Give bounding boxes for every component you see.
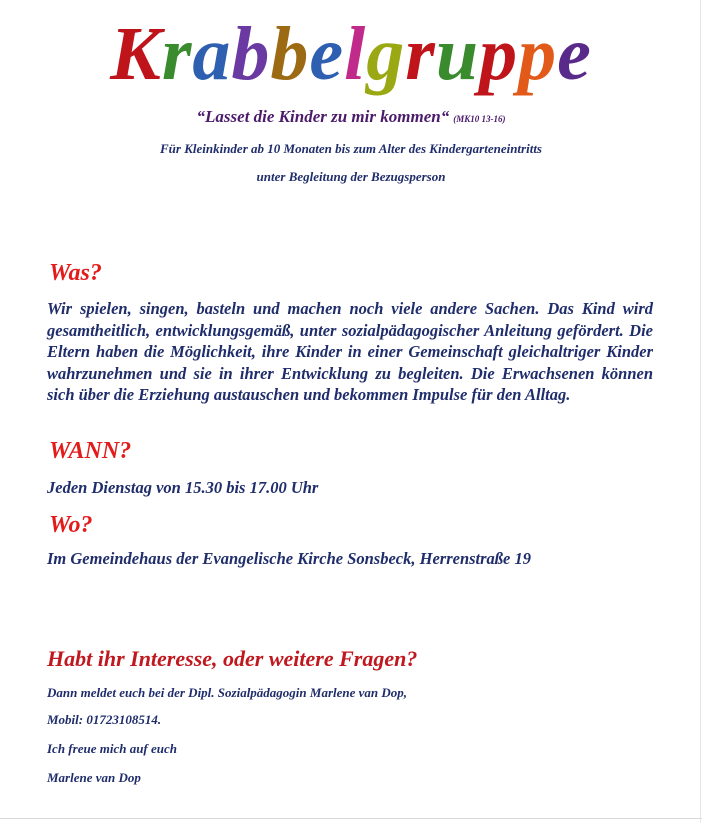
subtitle-line-1: Für Kleinkinder ab 10 Monaten bis zum Alter des Kindergarteneintritts: [159, 141, 542, 156]
contact-phone: Mobil: 01723108514.: [47, 712, 162, 727]
title-letter: e: [309, 12, 345, 96]
title-letter: a: [192, 12, 232, 96]
title-letter: r: [405, 12, 436, 96]
heading-wo: Wo?: [49, 512, 93, 538]
page-bottom-divider: [0, 818, 702, 819]
subtitle-line-2: unter Begleitung der Bezugsperson: [256, 169, 446, 184]
quote-reference: (MK10 13-16): [453, 114, 506, 124]
quote-text: “Lasset die Kinder zu mir kommen“: [196, 107, 450, 126]
heading-wann: WANN?: [49, 438, 132, 464]
page-edge-divider: [700, 0, 701, 823]
flyer-title: [0, 12, 702, 96]
contact-line-1: Dann meldet euch bei der Dipl. Sozialpädagogin Marlene van Dop,: [47, 685, 408, 700]
contact-question: Habt ihr Interesse, oder weitere Fragen?: [47, 646, 418, 671]
contact-line-3: Ich freue mich auf euch: [47, 741, 177, 756]
title-letter: r: [161, 12, 193, 96]
title-letter: p: [479, 12, 519, 96]
title-letter: b: [231, 12, 271, 96]
title-letter: p: [518, 12, 558, 96]
wann-text: Jeden Dienstag von 15.30 bis 17.00 Uhr: [47, 478, 319, 497]
title-letter: b: [270, 12, 310, 96]
heading-was: Was?: [49, 260, 102, 286]
title-letter: e: [557, 12, 592, 96]
title-letter: u: [435, 12, 480, 96]
title-letter: g: [366, 12, 406, 96]
was-description: Wir spielen, singen, basteln und machen noch viele andere Sachen. Das Kind wird gesamtheitlich, entwicklungsgemäß, unter sozialpädagogischer Anleitung gefördert. Die Eltern haben die Möglichkeit, ihre Kinder in einer Gemeinschaft gleichaltriger Kinder wahrzunehmen und sie in ihrer Entwicklung zu begleiten. Die Erwachsenen können sich über die Erziehung austauschen und bekommen Impulse für den Alltag.: [47, 299, 653, 404]
wo-text: Im Gemeindehaus der Evangelische Kirche Sonsbeck, Herrenstraße 19: [47, 549, 532, 568]
contact-signature: Marlene van Dop: [47, 770, 141, 785]
bible-quote: [0, 106, 702, 130]
title-letter: l: [344, 12, 367, 96]
title-letter: K: [110, 12, 162, 96]
